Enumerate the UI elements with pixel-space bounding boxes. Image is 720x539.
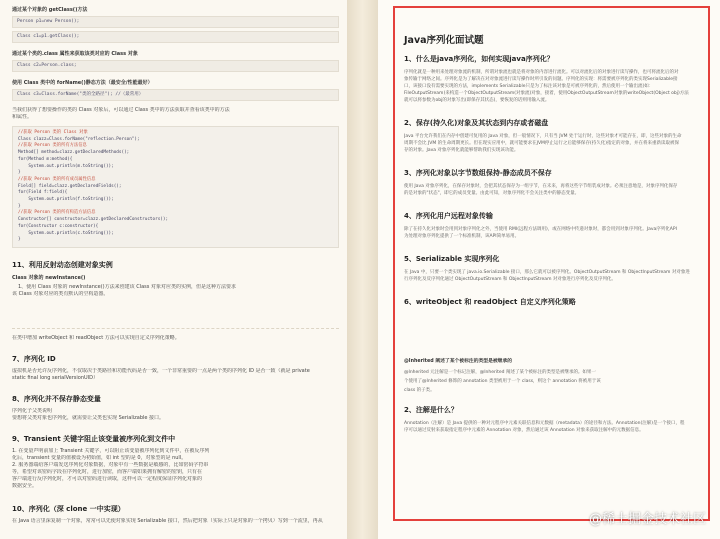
section-7-title: 7、序列化 ID xyxy=(12,354,56,363)
inherited-line: @Inherited 元注解是一个标记注解，@Inherited 阐述了某个被标注的类型是被继承的。如果一 xyxy=(404,370,596,375)
section-5 xyxy=(404,254,698,283)
section-3-line: 的是对象的"状态"，即它的成员变量。由此可知，对象序列化不会关注类中的静态变量。 xyxy=(404,191,580,196)
section-8-line-1: 序列化子父类说明 xyxy=(12,407,53,414)
code-line: } xyxy=(18,203,21,209)
section-11-subtitle: Class 对象的 newInstance() xyxy=(12,274,86,281)
code-line: for(Constructor c:constructor){ xyxy=(18,223,99,229)
section-9-line-4: 等，希望对该密码字段在序列化时，进行加密，而客户端如果拥有解密的密钥，只有在 xyxy=(12,468,203,475)
code-class-attribute: Class c2=Person.class; xyxy=(12,60,339,72)
annotation-section xyxy=(404,405,698,434)
section-9-line-6: 数据安全。 xyxy=(12,482,38,489)
section-5-title: 5、Serializable 实现序列化 xyxy=(404,255,500,263)
section-1-line: 象传输于网络之间。序列化是为了解决在对对象流进行读写操作时所引发的问题。序列化的实现：将需要被序列化的类实现Serializable接 xyxy=(404,77,678,82)
section-5-line: 在 Java 中，只要一个类实现了 java.io.Serializable 接口，那么它就可以被序列化。ObjectOutputStream 和 ObjectInputStream 对对象进 xyxy=(404,270,690,275)
para-after-2: 和属性。 xyxy=(12,114,33,120)
section-6-title: 6、writeObject 和 readObject 自定义序列化策略 xyxy=(404,298,576,306)
code-line: Field[] field=clazz.getDeclaredFields(); xyxy=(18,183,122,189)
section-2 xyxy=(404,118,698,154)
section-1-title: 1、什么是java序列化，如何实现java序列化？ xyxy=(404,55,554,63)
inherited-title: @Inherited 阐述了某个被标注的类型是被继承的 xyxy=(404,359,513,364)
heading-class-attribute: 通过某个类的.class 属性来获取该类对应的 Class 对象 xyxy=(12,51,138,57)
section-9-line-2: 化后，transient 变量的值被设为初始值，如 int 型的是 0，对象型的是 null。 xyxy=(12,454,187,461)
para-after-1: 当我们获得了想要操作的类的 Class 对象后，可以通过 Class 类中的方法获取并查看该类中的方法 xyxy=(12,107,230,113)
code-line: System.out.println(f.toString()); xyxy=(18,197,114,203)
section-10-line: 在 Java 语言里深复制一个对象，常常可以先使对象实现 Serializable 接口，然后把对象（实际上只是对象的一个拷贝）写到一个流里，再从 xyxy=(12,517,323,524)
code-line: Class clazz=Class.forName("reflection.Person"); xyxy=(18,136,140,142)
annotation-title: 2、注解是什么？ xyxy=(404,406,458,414)
code-line: //获取 Person 类的所有成员属性信息 xyxy=(18,176,96,182)
annotation-line: 序可以通过反射来获取指定程序中元素的 Annotation 对象，然后通过该 Annotation 对象来获取注解中的元数据信息。 xyxy=(404,428,644,433)
section-9-line-1: 1. 在变量声明前加上 Transient 关键字，可以阻止该变量被序列化到文件中，在被反序列 xyxy=(12,447,210,454)
code-line: } xyxy=(18,237,21,243)
section-2-line: 周期不会比 JVM 的生命周期更长。但在现实应用中，就可能要求在JVM停止运行之后能够保存(持久化)指定的对象，并在将来重新读取被保 xyxy=(404,141,679,146)
section-1 xyxy=(404,54,698,104)
code-line: //获取 Person 类的 Class 对象 xyxy=(18,130,88,135)
section-5-line: 行序列化及反序列化通过 ObjectOutputStream 和 ObjectInputStream 对对象进行序列化及反序列化。 xyxy=(404,277,616,282)
inherited-line: class 的子类。 xyxy=(404,388,435,393)
heading-forname: 使用 Class 类中的 forName()静态方法（最安全/性能最好） xyxy=(12,80,153,86)
section-3-title: 3、序列化对象以字节数组保持-静态成员不保存 xyxy=(404,169,552,177)
section-4-line: 为处理对象序列化提供了一个标准机制，该API简单易用。 xyxy=(404,234,520,239)
section-7-line-1: 虚拟机是否允许反序列化，不仅取决于类路径和功能代码是否一致，一个非常重要的一点是两个类的序列化 ID 是否一致（就是 private xyxy=(12,367,310,374)
code-getclass-2: Class c1=p1.getClass(); xyxy=(12,31,339,43)
code-line: System.out.println(m.toString()); xyxy=(18,163,114,169)
section-2-line: 存的对象。Java 对象序列化就能够帮助我们实现该功能。 xyxy=(404,148,519,153)
inherited-line: 个使用了@Inherited 修饰的 annotation 类型被用于一个 class，则这个 annotation 将被用于该 xyxy=(404,379,601,384)
code-forname: Class c3=Class.forName("类的全路径"); //（最常用） xyxy=(12,89,339,101)
page-divider xyxy=(12,328,339,329)
section-10-title: 10、序列化（深 clone 一中实现） xyxy=(12,504,125,513)
section-9-line-3: 2. 服务器端给客户端发送序列化对象数据，对象中有一些数据是敏感的，比如密码字符串 xyxy=(12,461,209,468)
section-3 xyxy=(404,168,698,197)
section-9-title: 9、Transient 关键字阻止该变量被序列化到文件中 xyxy=(12,434,176,443)
section-1-line: 就可以将参数为obj的对象写出(即保存其状态)，要恢复的话则用输入流。 xyxy=(404,98,550,103)
section-9-line-5: 客户端进行反序列化时，才可以对密码进行读取，这样可以一定程度保证序列化对象的 xyxy=(12,475,203,482)
section-11-line-2: 该 Class 对象对应的类有默认的空构造器。 xyxy=(12,290,109,297)
section-2-line: Java 平台允许我们在内存中创建可复用的 Java 对象，但一般情况下，只有当 JVM 处于运行时，这些对象才可能存在，即，这些对象的生命 xyxy=(404,134,682,139)
section-11-title: 11、利用反射动态创建对象实例 xyxy=(12,260,113,269)
writeobject-note: 在类中增加 writeObject 和 readObject 方法可以实现自定义序列化策略。 xyxy=(12,334,180,341)
left-document-page xyxy=(0,0,347,539)
code-line: //获取 Person 类的所有构造方法信息 xyxy=(18,210,96,216)
section-8-line-2: 要想将父类对象也序列化，就需要让父类也实现 Serializable 接口。 xyxy=(12,414,165,421)
code-line: //获取 Person 类的所有方法信息 xyxy=(18,143,87,149)
section-1-line: FileOutputStream)来构造一个ObjectOutputStream(对象流)对象，接着，使用ObjectOutputStream对象的writeObject(Object obj)方法 xyxy=(404,91,689,96)
watermark xyxy=(589,508,706,527)
section-11-line-1: 1、使用 Class 对象的 newInstance()方法来创建该 Class 对象对应类的实例，但是这种方法要求 xyxy=(18,283,236,290)
section-2-title: 2、保存(持久化)对象及其状态到内存或者磁盘 xyxy=(404,119,549,127)
section-1-line: 序列化就是一种用来处理对象流的机制，所谓对象流也就是将对象的内容进行流化。可以对流化后的对象进行读写操作，也可将流化后的对 xyxy=(404,70,679,75)
right-document-page xyxy=(378,0,720,539)
section-7-line-2: static final long serialVersionUID） xyxy=(12,374,99,381)
section-6 xyxy=(404,297,698,307)
section-4-line: 除了在持久化对象时会用到对象序列化之外，当使用 RMI(远程方法调用)，或在网络中传递对象时，都会用到对象序列化。Java序列化API xyxy=(404,227,677,232)
annotation-line: Annotation（注解）是 Java 提供的一种对元程序中元素关联信息和元数据（metadata）的途径和方法。Annotation(注解)是一个接口，程 xyxy=(404,421,685,426)
reflection-code-block xyxy=(12,126,339,248)
section-4 xyxy=(404,211,698,240)
code-line: } xyxy=(18,170,21,176)
section-8-title: 8、序列化并不保存静态变量 xyxy=(12,394,101,403)
section-1-line: 口，该接口没有需要实现的方法，implements Serializable只是为了标注该对象是可被序列化的，然后使用一个输出流(如： xyxy=(404,84,654,89)
inherited-block xyxy=(404,357,698,395)
code-line: for(Field f:field){ xyxy=(18,190,68,196)
code-line: for(Method m:method){ xyxy=(18,156,73,162)
section-4-title: 4、序列化用户远程对象传输 xyxy=(404,212,493,220)
code-getclass-1: Person p1=new Person(); xyxy=(12,16,339,28)
code-line: System.out.println(c.toString()); xyxy=(18,230,114,236)
heading-getclass: 通过某个对象的 getClass()方法 xyxy=(12,7,88,13)
code-line: Constructor[] constructor=clazz.getDeclaredConstructors(); xyxy=(18,217,169,223)
section-3-line: 使用 Java 对象序列化，在保存对象时，会把其状态保存为一组字节，在未来，再将这些字节组装成对象。必须注意地是，对象序列化保存 xyxy=(404,184,678,189)
page-gutter xyxy=(347,0,378,539)
page-title: Java序列化面试题 xyxy=(404,35,484,46)
watermark-text: @稀土掘金技术社区 xyxy=(588,512,706,527)
code-line: Method[] method=clazz.getDeclaredMethods(); xyxy=(18,150,130,156)
